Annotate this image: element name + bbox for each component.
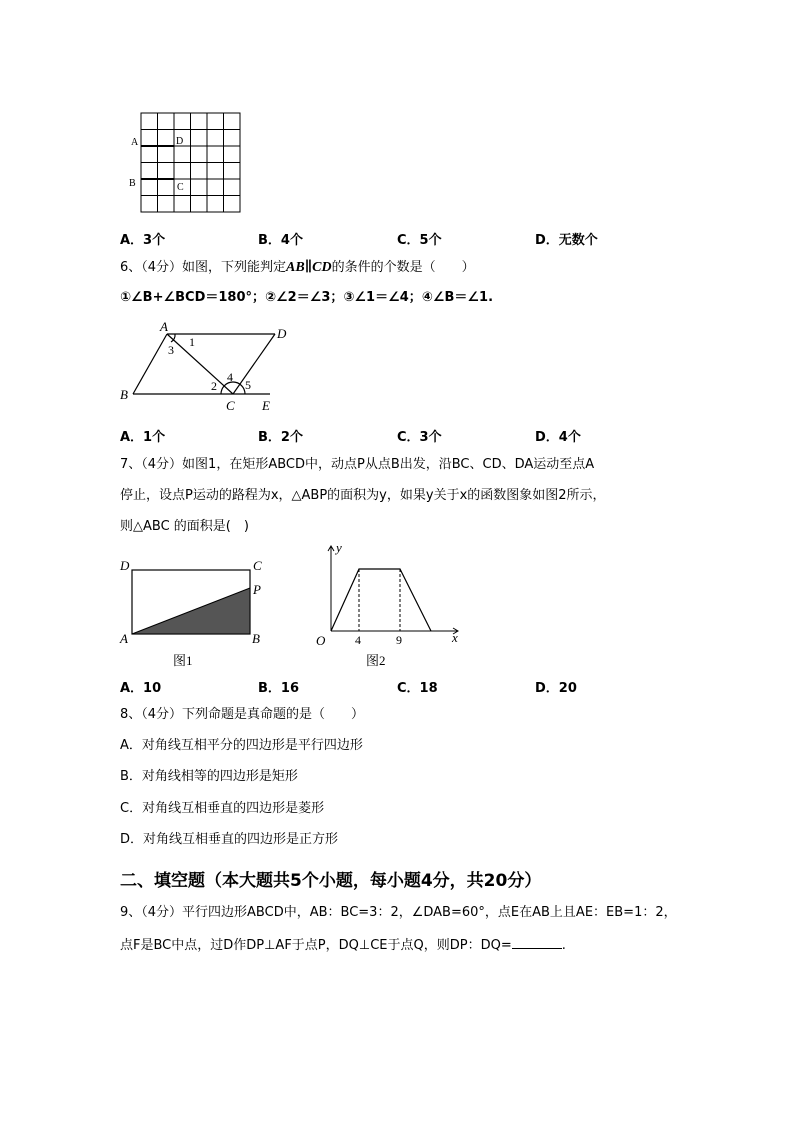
function-graph-line <box>331 569 431 631</box>
q5-option-a[interactable]: A．3个 <box>120 233 166 248</box>
q7-stem-line3: 则△ABC 的面积是( ) <box>120 519 249 534</box>
point-label-b: B <box>129 178 136 189</box>
q8-option-a[interactable]: A．对角线互相平分的四边形是平行四边形 <box>120 738 363 753</box>
fig2-axis-y: y <box>336 540 342 555</box>
q6-stem <box>120 260 475 276</box>
q6-angle-5: 5 <box>245 378 251 392</box>
q8-option-b[interactable]: B．对角线相等的四边形是矩形 <box>120 769 298 784</box>
q9-stem-line2-end: . <box>561 938 566 953</box>
q6-angle-1: 1 <box>189 335 195 349</box>
fig1-label-c: C <box>253 558 262 573</box>
point-label-a: A <box>131 137 139 148</box>
q7-option-a[interactable]: A．10 <box>120 681 162 696</box>
q5-option-d[interactable]: D．无数个 <box>535 233 598 248</box>
q7-option-b[interactable]: B．16 <box>258 681 299 696</box>
q8-option-d[interactable]: D．对角线互相垂直的四边形是正方形 <box>120 832 339 847</box>
q7-figure-1 <box>115 555 275 670</box>
section-2-title: 二、填空题（本大题共5个小题，每小题4分，共20分） <box>120 871 542 891</box>
q6-stem-prefix: 6、（4分）如图，下列能判定 <box>120 260 287 275</box>
point-label-c: C <box>177 182 184 193</box>
q6-option-c[interactable]: C．3个 <box>397 430 442 445</box>
q6-stem-suffix: 的条件的个数是（ ） <box>331 260 475 275</box>
q6-label-b: B <box>120 387 128 402</box>
q7-option-c[interactable]: C．18 <box>397 681 438 696</box>
q7-stem-line1: 7、（4分）如图1，在矩形ABCD中，动点P从点B出发，沿BC、CD、DA运动至点A <box>120 457 595 472</box>
q9-stem-line1: 9、（4分）平行四边形ABCD中，AB：BC=3：2，∠DAB=60°，点E在AB上且AE：EB=1：2， <box>120 905 677 920</box>
q6-figure <box>115 318 290 418</box>
q6-option-a[interactable]: A．1个 <box>120 430 166 445</box>
q6-option-d[interactable]: D．4个 <box>535 430 581 445</box>
q6-label-a: A <box>160 319 168 334</box>
q7-figure-2 <box>300 538 465 670</box>
fig2-axis-x: x <box>452 630 458 645</box>
q6-conditions: ①∠B+∠BCD＝180°；②∠2＝∠3；③∠1＝∠4；④∠B＝∠1. <box>120 290 494 305</box>
q5-option-c[interactable]: C．5个 <box>397 233 442 248</box>
q6-label-d: D <box>277 326 287 341</box>
q6-stem-math: AB∥CD <box>286 260 332 275</box>
grid-figure <box>125 105 255 220</box>
q6-angle-3: 3 <box>168 343 174 357</box>
q9-stem-line2 <box>120 936 566 954</box>
q9-stem-line2-text: 点F是BC中点，过D作DP⊥AF于点P，DQ⊥CE于点Q，则DP：DQ= <box>120 938 512 953</box>
q9-answer-blank[interactable] <box>512 936 562 949</box>
q7-option-d[interactable]: D．20 <box>535 681 577 696</box>
fig1-label-a: A <box>120 631 128 646</box>
q5-option-b[interactable]: B．4个 <box>258 233 303 248</box>
fig1-label-b: B <box>252 631 260 646</box>
fig1-label-d: D <box>120 558 130 573</box>
fig2-origin: O <box>316 633 326 648</box>
fig2-tick-4: 4 <box>355 633 361 647</box>
q8-option-c[interactable]: C．对角线互相垂直的四边形是菱形 <box>120 801 325 816</box>
q6-angle-4: 4 <box>227 370 233 384</box>
q7-stem-line2: 停止，设点P运动的路程为x，△ABP的面积为y，如果y关于x的函数图象如图2所示， <box>120 488 606 503</box>
q6-label-e: E <box>262 398 270 413</box>
fig2-tick-9: 9 <box>396 633 402 647</box>
q8-stem: 8、（4分）下列命题是真命题的是（ ） <box>120 707 365 722</box>
q6-option-b[interactable]: B．2个 <box>258 430 303 445</box>
shaded-triangle-abp <box>132 588 250 634</box>
fig1-label-p: P <box>253 582 261 597</box>
q6-angle-2: 2 <box>211 379 217 393</box>
fig2-caption: 图2 <box>366 653 386 668</box>
q6-label-c: C <box>226 398 235 413</box>
fig1-caption: 图1 <box>173 653 193 668</box>
point-label-d: D <box>176 136 184 147</box>
